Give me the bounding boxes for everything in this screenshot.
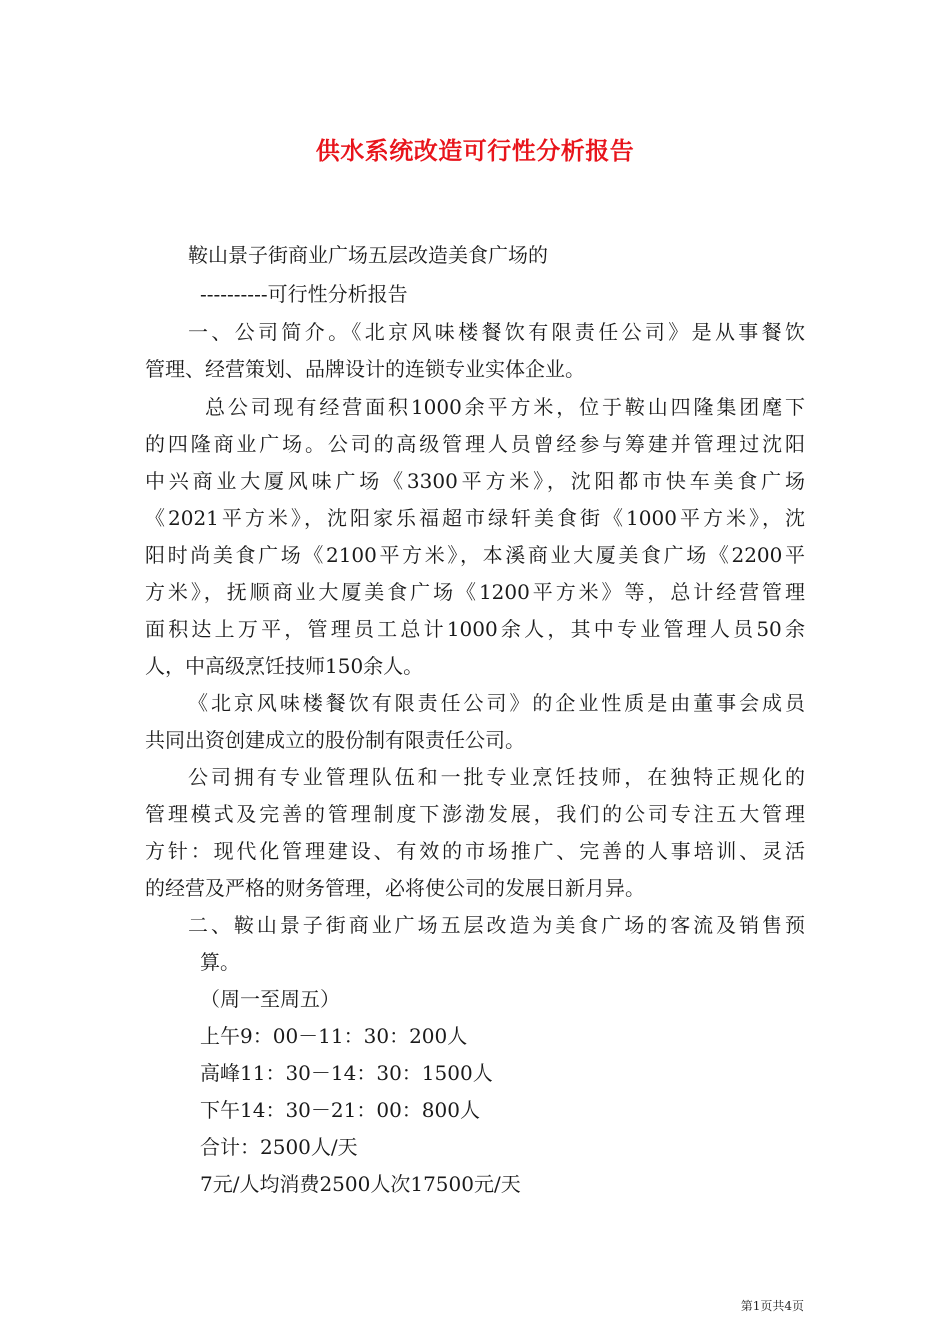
subtitle-line-1: 鞍山景子街商业广场五层改造美食广场的: [188, 243, 548, 267]
weekday-label: （周一至周五）: [200, 987, 340, 1011]
hq-line-3: 中兴商业大厦风味广场《3300平方米》，沈阳都市快车美食广场: [145, 469, 805, 493]
peak-traffic: 高峰11：30－14：30：1500人: [200, 1061, 493, 1085]
total-traffic: 合计：2500人/天: [200, 1135, 358, 1159]
team-line-1: 公司拥有专业管理队伍和一批专业烹饪技师，在独特正规化的: [188, 765, 805, 789]
team-line-3: 方针：现代化管理建设、有效的市场推广、完善的人事培训、灵活: [145, 839, 805, 863]
intro-line-1: 一、公司简介。《北京风味楼餐饮有限责任公司》是从事餐饮: [188, 320, 805, 344]
morning-traffic: 上午9：00－11：30：200人: [200, 1024, 468, 1048]
intro-line-2: 管理、经营策划、品牌设计的连锁专业实体企业。: [145, 357, 585, 381]
hq-line-5: 阳时尚美食广场《2100平方米》，本溪商业大厦美食广场《2200平: [145, 543, 805, 567]
page-number: 第1页共4页: [740, 1299, 804, 1313]
hq-line-7: 面积达上万平，管理员工总计1000余人，其中专业管理人员50余: [145, 617, 805, 641]
hq-line-6: 方米》，抚顺商业大厦美食广场《1200平方米》等，总计经营管理: [145, 580, 805, 604]
nature-line-1: 《北京风味楼餐饮有限责任公司》的企业性质是由董事会成员: [188, 691, 805, 715]
section2-line-2: 算。: [200, 950, 240, 974]
subtitle-line-2: ----------可行性分析报告: [200, 282, 408, 306]
afternoon-traffic: 下午14：30－21：00：800人: [200, 1098, 480, 1122]
nature-line-2: 共同出资创建成立的股份制有限责任公司。: [145, 728, 525, 752]
team-line-2: 管理模式及完善的管理制度下澎渤发展，我们的公司专注五大管理: [145, 802, 805, 826]
hq-line-2: 的四隆商业广场。公司的高级管理人员曾经参与筹建并管理过沈阳: [145, 432, 805, 456]
page-title: 供水系统改造可行性分析报告: [315, 136, 635, 165]
hq-line-1: 总公司现有经营面积1000余平方米，位于鞍山四隆集团麾下: [205, 395, 805, 419]
revenue-line: 7元/人均消费2500人次17500元/天: [200, 1172, 521, 1196]
hq-line-8: 人，中高级烹饪技师150余人。: [145, 654, 424, 678]
section2-line-1: 二、鞍山景子街商业广场五层改造为美食广场的客流及销售预: [188, 913, 805, 937]
team-line-4: 的经营及严格的财务管理，必将使公司的发展日新月异。: [145, 876, 645, 900]
hq-line-4: 《2021平方米》，沈阳家乐福超市绿轩美食街《1000平方米》，沈: [145, 506, 805, 530]
